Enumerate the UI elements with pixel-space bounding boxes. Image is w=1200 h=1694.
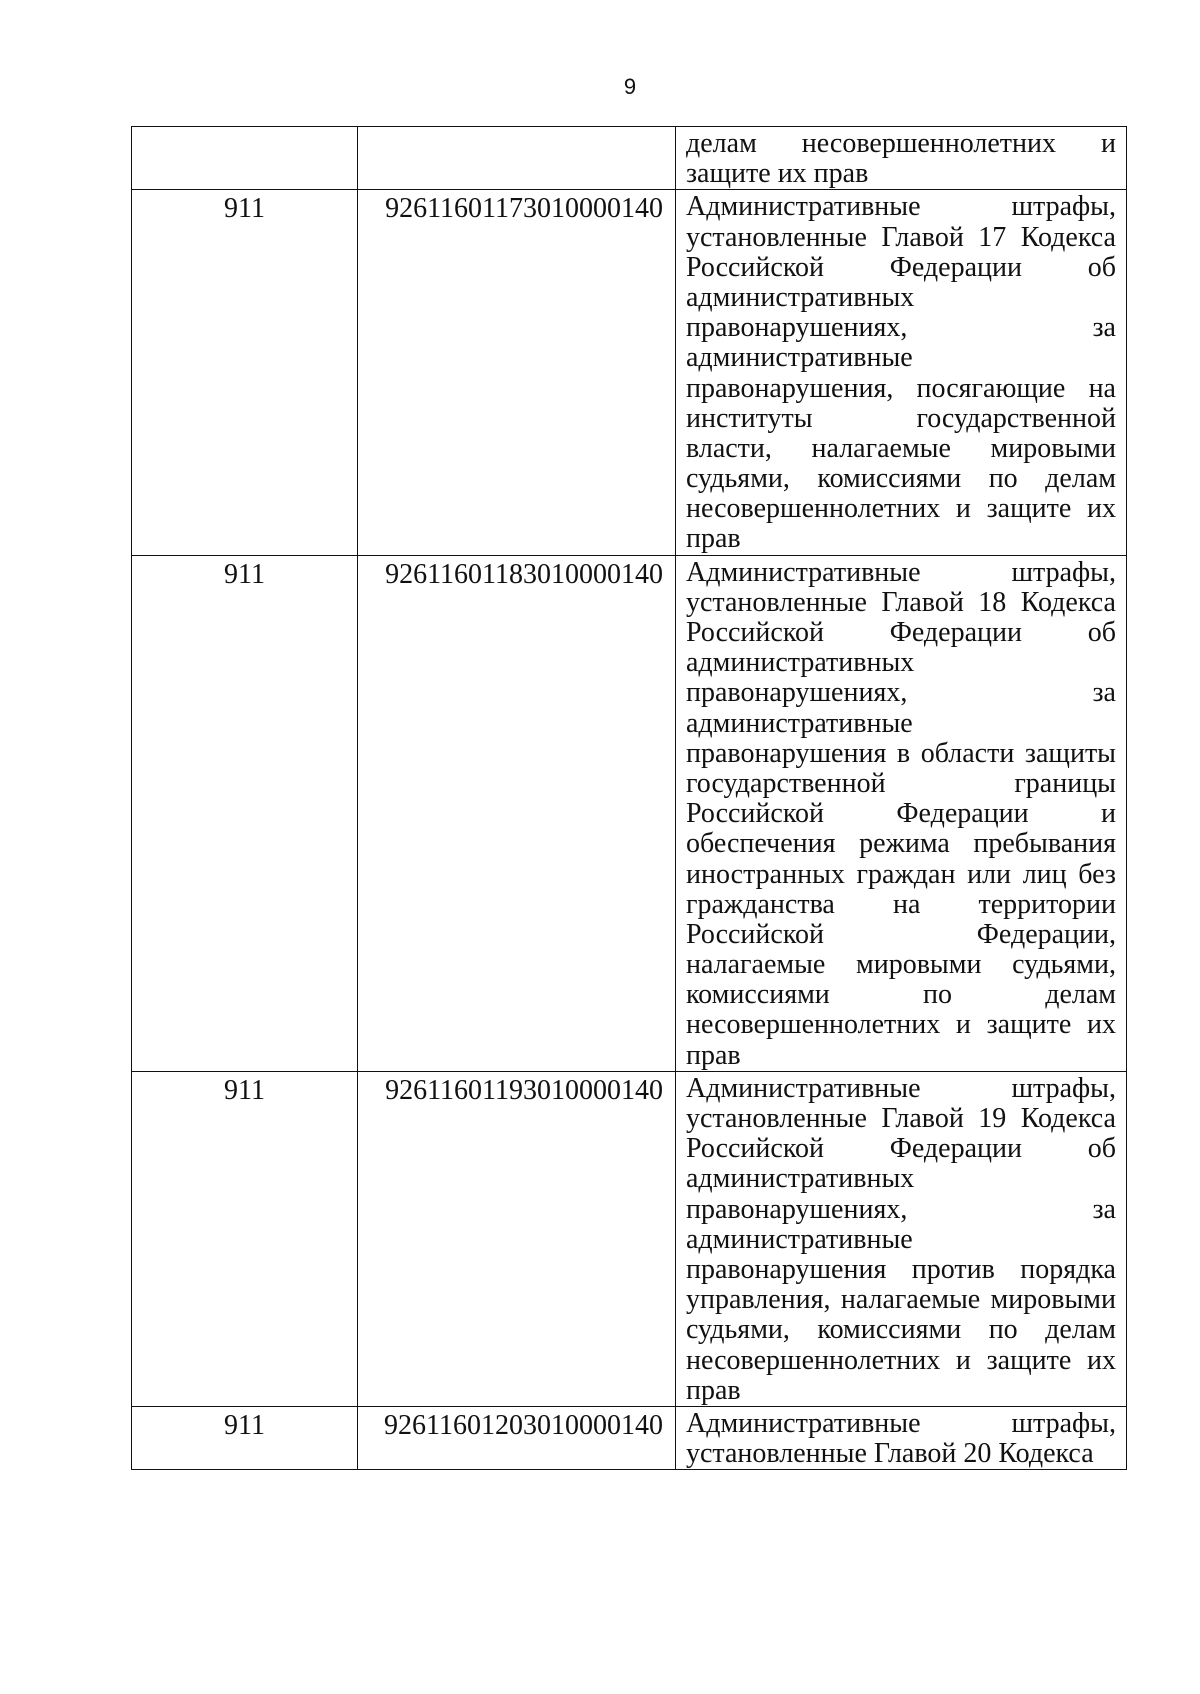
description-cell	[676, 555, 1127, 1071]
description-line: установленные Главой 20 Кодекса	[686, 1438, 1094, 1470]
admin-code-cell: 911	[132, 555, 358, 1071]
description-line: административные	[686, 707, 913, 739]
description-line: правонарушениях, за	[686, 312, 1116, 344]
description-line: несовершеннолетних и защите их	[686, 1009, 1116, 1041]
description-line: государственной границы	[686, 767, 1116, 799]
table-row	[132, 127, 1127, 190]
description-line: несовершеннолетних и защите их	[686, 493, 1116, 525]
fees-table	[131, 126, 1127, 1470]
kbk-code-cell	[358, 127, 676, 190]
description-line: делам несовершеннолетних и	[686, 128, 1116, 159]
description-line: Российской Федерации об	[686, 1133, 1116, 1165]
description-line: налагаемые мировыми судьями,	[686, 949, 1116, 981]
description-line: судьями, комиссиями по делам	[686, 463, 1116, 495]
admin-code-cell	[132, 127, 358, 190]
description-line: прав	[686, 523, 741, 555]
description-line: Российской Федерации об	[686, 617, 1116, 648]
kbk-code-cell: 92611601173010000140	[358, 190, 676, 555]
description-line: прав	[686, 1374, 741, 1406]
description-line: судьями, комиссиями по делам	[686, 1314, 1116, 1346]
table-body	[132, 127, 1127, 1470]
description-line: гражданства на территории	[686, 888, 1116, 920]
description-cell	[676, 127, 1127, 190]
admin-code-cell: 911	[132, 190, 358, 555]
description-cell	[676, 1406, 1127, 1469]
description-line: несовершеннолетних и защите их	[686, 1344, 1116, 1376]
kbk-code-cell: 92611601193010000140	[358, 1071, 676, 1406]
description-cell	[676, 1071, 1127, 1406]
description-line: Административные штрафы,	[686, 556, 1116, 588]
description-line: Российской Федерации и	[686, 798, 1116, 830]
description-line: Российской Федерации об	[686, 251, 1116, 283]
description-cell	[676, 190, 1127, 555]
description-line: административных	[686, 1163, 915, 1195]
description-line: правонарушениях, за	[686, 1193, 1116, 1225]
page-number: 9	[623, 74, 637, 99]
description-line: обеспечения режима пребывания	[686, 828, 1116, 860]
description-line: Российской Федерации,	[686, 918, 1116, 950]
description-line: комиссиями по делам	[686, 979, 1116, 1011]
description-line: административных	[686, 281, 915, 313]
admin-code-cell: 911	[132, 1071, 358, 1406]
admin-code-cell: 911	[132, 1406, 358, 1469]
description-line: административных	[686, 647, 915, 679]
description-line: установленные Главой 19 Кодекса	[686, 1103, 1116, 1134]
description-line: правонарушения против порядка	[686, 1253, 1116, 1285]
kbk-code-cell: 92611601203010000140	[358, 1406, 676, 1469]
description-line: установленные Главой 18 Кодекса	[686, 586, 1116, 618]
description-line: установленные Главой 17 Кодекса	[686, 221, 1116, 253]
description-line: правонарушения, посягающие на	[686, 372, 1116, 404]
description-line: административные	[686, 342, 913, 374]
description-line: Административные штрафы,	[686, 1072, 1116, 1104]
description-line: защите их прав	[686, 158, 869, 190]
kbk-code-cell: 92611601183010000140	[358, 555, 676, 1071]
description-line: правонарушениях, за	[686, 677, 1116, 709]
table-row	[132, 190, 1127, 555]
description-line: прав	[686, 1039, 741, 1071]
description-line: административные	[686, 1223, 913, 1255]
description-line: власти, налагаемые мировыми	[686, 432, 1116, 464]
description-line: правонарушения в области защиты	[686, 737, 1116, 769]
description-line: Административные штрафы,	[686, 1407, 1116, 1439]
description-line: управления, налагаемые мировыми	[686, 1284, 1116, 1316]
description-line: Административные штрафы,	[686, 191, 1116, 223]
table-row	[132, 1406, 1127, 1469]
description-line: иностранных граждан или лиц без	[686, 858, 1116, 890]
table-row	[132, 555, 1127, 1071]
description-line: институты государственной	[686, 402, 1116, 434]
table-row	[132, 1071, 1127, 1406]
